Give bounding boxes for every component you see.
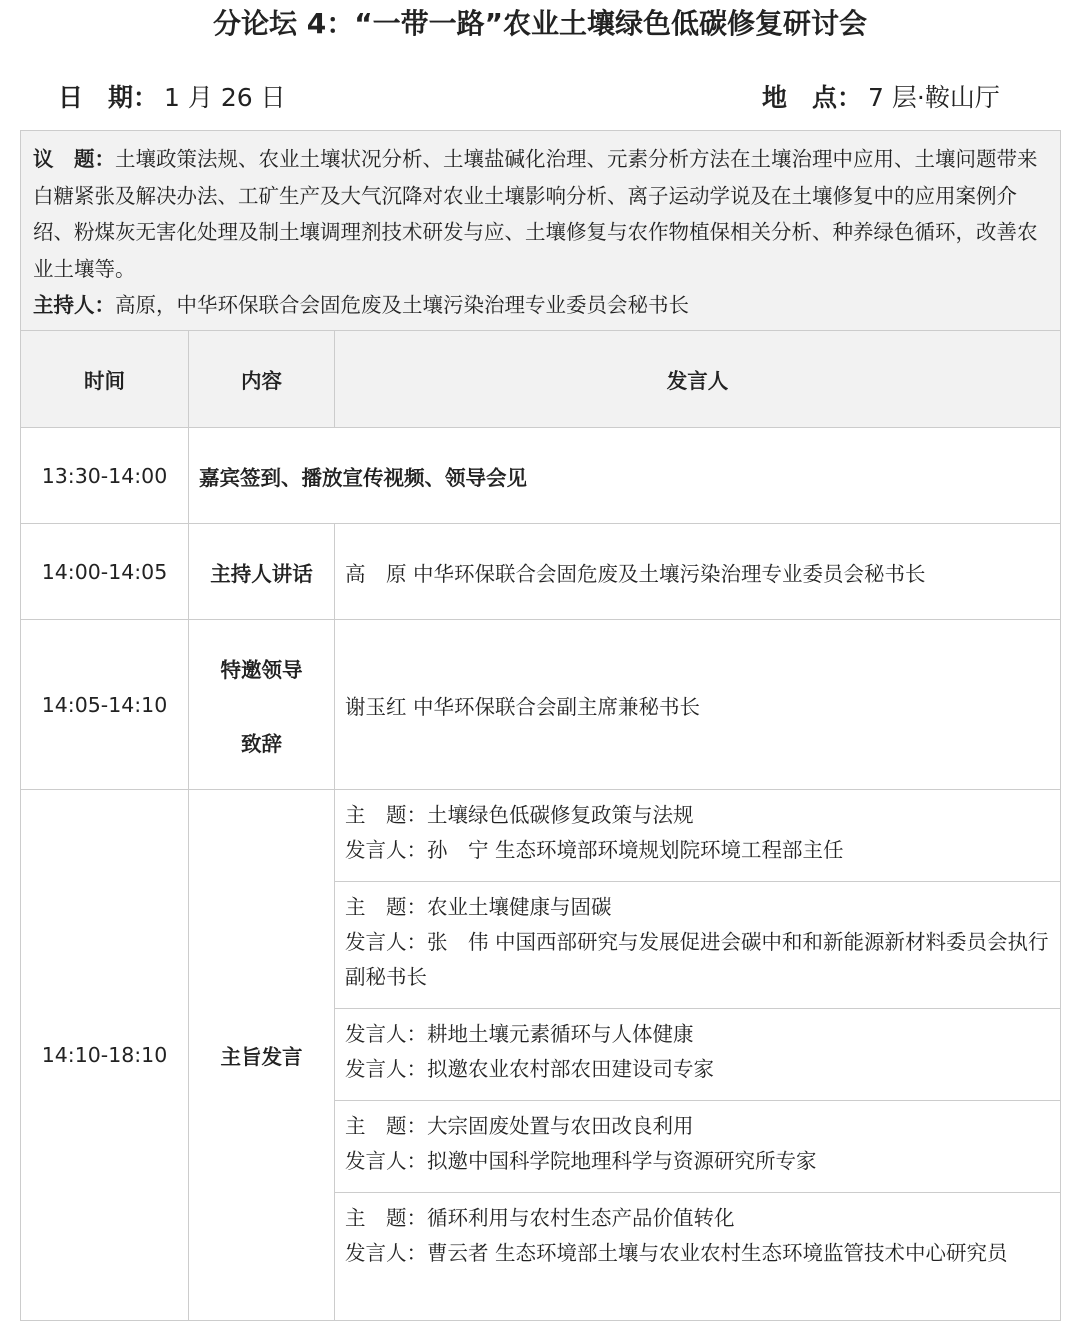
venue-label: 地 点： bbox=[762, 83, 863, 112]
topic-label: 议 题： bbox=[33, 147, 115, 171]
header-speaker: 发言人 bbox=[334, 330, 1061, 428]
row-content: 主旨发言 bbox=[188, 789, 335, 1321]
talk-item bbox=[334, 881, 1061, 1009]
topic-paragraph bbox=[33, 141, 1048, 287]
header-content: 内容 bbox=[188, 330, 335, 428]
host-text: 高原，中华环保联合会固危废及土壤污染治理专业委员会秘书长 bbox=[115, 293, 689, 317]
talk-topic: 主 题：农业土壤健康与固碳 bbox=[345, 895, 612, 919]
row-content: 嘉宾签到、播放宣传视频、领导会见 bbox=[188, 427, 1061, 524]
talk-item bbox=[334, 1008, 1061, 1101]
talk-item bbox=[334, 1100, 1061, 1193]
row-content-line: 致辞 bbox=[241, 731, 282, 756]
date-label: 日 期： bbox=[58, 83, 159, 112]
talk-item bbox=[334, 789, 1061, 882]
talk-topic: 主 题：土壤绿色低碳修复政策与法规 bbox=[345, 803, 694, 827]
venue-info bbox=[762, 78, 1000, 114]
date-info bbox=[58, 78, 286, 114]
talk-speaker: 发言人：拟邀农业农村部农田建设司专家 bbox=[345, 1057, 714, 1081]
header-time: 时间 bbox=[20, 330, 189, 428]
talk-topic: 发言人：耕地土壤元素循环与人体健康 bbox=[345, 1022, 694, 1046]
row-time: 13:30-14:00 bbox=[20, 427, 189, 524]
talk-speaker: 发言人：孙 宁 生态环境部环境规划院环境工程部主任 bbox=[345, 838, 844, 862]
talk-speaker: 发言人：拟邀中国科学院地理科学与资源研究所专家 bbox=[345, 1149, 817, 1173]
topic-text: 土壤政策法规、农业土壤状况分析、土壤盐碱化治理、元素分析方法在土壤治理中应用、土壤问题带来白糖紧张及解决办法、工矿生产及大气沉降对农业土壤影响分析、离子运动学说及在土壤修复中的应用案例介绍、粉煤灰无害化处理及制土壤调理剂技术研发与应、土壤修复与农作物植保相关分析、种养绿色循环，改善农业土壤等。 bbox=[33, 147, 1038, 281]
talk-speaker: 发言人：张 伟 中国西部研究与发展促进会碳中和和新能源新材料委员会执行副秘书长 bbox=[345, 930, 1049, 989]
row-time: 14:10-18:10 bbox=[20, 789, 189, 1321]
row-time: 14:00-14:05 bbox=[20, 523, 189, 620]
host-paragraph bbox=[33, 287, 1048, 324]
talk-topic: 主 题：大宗固废处置与农田改良利用 bbox=[345, 1114, 694, 1138]
agenda-box bbox=[20, 130, 1061, 331]
talk-speaker: 发言人：曹云者 生态环境部土壤与农业农村生态环境监管技术中心研究员 bbox=[345, 1241, 1008, 1265]
talk-item bbox=[334, 1192, 1061, 1321]
page-title: 分论坛 4：“一带一路”农业土壤绿色低碳修复研讨会 bbox=[212, 7, 868, 40]
row-speaker: 高 原 中华环保联合会固危废及土壤污染治理专业委员会秘书长 bbox=[334, 523, 1061, 620]
date-value: 1 月 26 日 bbox=[164, 83, 286, 112]
venue-value: 7 层·鞍山厅 bbox=[868, 83, 1000, 112]
row-time: 14:05-14:10 bbox=[20, 619, 189, 790]
row-content: 主持人讲话 bbox=[188, 523, 335, 620]
row-speaker: 谢玉红 中华环保联合会副主席兼秘书长 bbox=[334, 619, 1061, 790]
row-content-line: 特邀领导 bbox=[220, 657, 303, 682]
host-label: 主持人： bbox=[33, 293, 115, 317]
row-content bbox=[188, 619, 335, 790]
talk-topic: 主 题：循环利用与农村生态产品价值转化 bbox=[345, 1206, 735, 1230]
